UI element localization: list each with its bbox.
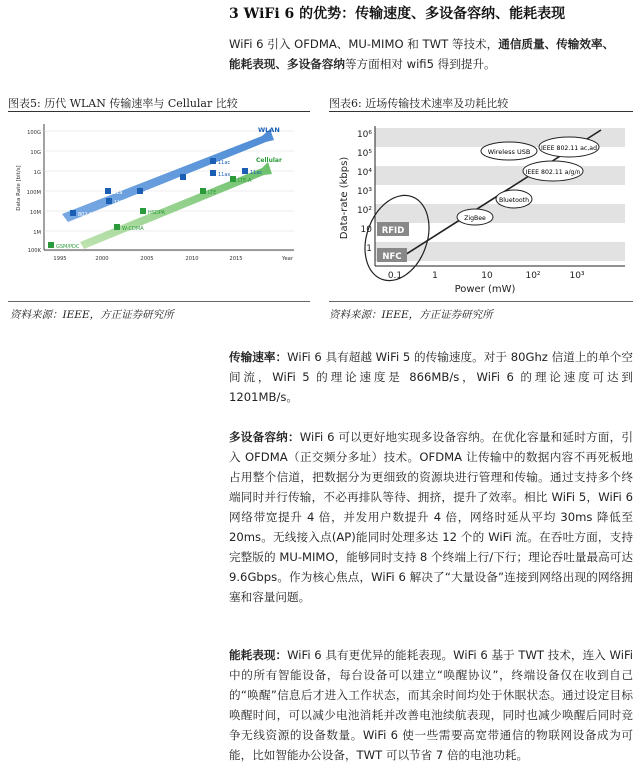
zigbee-label: ZigBee: [464, 215, 486, 222]
wlan-marker-11b: [106, 198, 112, 204]
f5-ylabel: Data Rate [bit/s]: [16, 165, 22, 211]
figure5-caption-rule: [8, 111, 310, 112]
cell-label-lte: LTE: [208, 190, 217, 196]
devices-heading: 多设备容纳：: [229, 430, 300, 444]
wlan-label-11ax: 11ax: [218, 172, 231, 178]
cellular-label: Cellular: [256, 157, 282, 164]
wlan-label-11n: 11n: [188, 176, 198, 182]
f6-xtick-4: 10³: [569, 271, 585, 281]
f6-xtick-2: 10: [481, 271, 493, 281]
cell-label-hsdpa: HSDPA: [148, 210, 165, 216]
intro-text-2: 等方面相对 wifi5 得到提升。: [344, 57, 496, 71]
wlan-label-11ac-2: 11ac: [250, 170, 263, 176]
cell-label-ltea: LTE-A: [238, 178, 252, 184]
nfc-label: NFC: [382, 252, 402, 262]
figure6-bottom-rule: [329, 301, 633, 302]
f5-ytick-4: 10M: [29, 210, 41, 216]
f5-ytick-0: 100G: [27, 130, 41, 136]
intro-text-1: WiFi 6 引入 OFDMA、MU-MIMO 和 TWT 等技术，: [229, 37, 499, 51]
intro-paragraph: [229, 34, 633, 74]
f5-ytick-3: 100M: [26, 190, 41, 196]
ieee80211agn-label: IEEE 802.11 a/g/n: [525, 169, 581, 176]
f5-ytick-2: 1G: [33, 170, 41, 176]
f6-ytick-6: 10⁶: [356, 130, 372, 140]
f6-ytick-5: 10⁵: [356, 149, 372, 159]
bluetooth-label: Bluetooth: [498, 197, 530, 204]
wlan-marker-11ac: [210, 158, 216, 164]
f6-ytick-0: 1: [366, 244, 372, 254]
wlan-label-11ac: 11ac: [218, 160, 231, 166]
cell-marker-hsdpa: [140, 208, 146, 214]
cell-marker-lte: [200, 188, 206, 194]
figure5-wlan-cellular-chart: [12, 118, 306, 272]
f6-ytick-1: 10: [360, 225, 372, 235]
wlan-label-11b: 11b: [114, 200, 124, 206]
figure6-source: 资料来源：IEEE，方正证券研究所: [329, 309, 493, 321]
wlan-marker-80211: [70, 210, 76, 216]
f5-xlabel: Year: [282, 256, 293, 262]
f5-xtick-2: 2005: [140, 256, 154, 262]
cell-label-wcdma: W-CDMA: [122, 226, 144, 232]
section-title: 3 WiFi 6 的优势：传输速度、多设备容纳、能耗表现: [229, 6, 566, 22]
intro-bold-2: 能耗表现、多设备容纳: [229, 57, 345, 71]
power-heading: 能耗表现：: [229, 648, 288, 662]
paragraph-power-consumption: [229, 645, 633, 765]
f6-xtick-0: 0.1: [387, 271, 403, 281]
f6-ytick-2: 10²: [356, 206, 372, 216]
wlan-marker-11n: [180, 174, 186, 180]
f5-ytick-1: 10G: [30, 150, 41, 156]
cell-marker-wcdma: [114, 224, 120, 230]
wlan-marker-11ax: [210, 170, 216, 176]
figure5-caption: 图表5: 历代 WLAN 传输速率与 Cellular 比较: [8, 97, 238, 110]
f5-xtick-4: 2015: [229, 256, 243, 262]
figure6-caption: 图表6: 近场传输技术速率及功耗比较: [329, 97, 509, 110]
wlan-marker-11a: [105, 188, 111, 194]
cell-label-gsm: GSM/PDC: [56, 244, 80, 250]
wlan-label-11a: 11a: [113, 190, 123, 196]
cell-marker-gsm: [48, 242, 54, 248]
f6-ytick-3: 10³: [356, 187, 372, 197]
f6-xlabel: Power (mW): [454, 284, 516, 295]
devices-body: WiFi 6 可以更好地实现多设备容纳。在优化容量和延时方面，引入 OFDMA（正交频分多址）技术。OFDMA 让传输中的数据内容不再死板地占用整个信道，把数据分为更细致的资源块进行管理和传输。通过支持多个终端同时并行传输，不必再排队等待、拥挤，提升了效率。相比 WiFi 5，WiFi 6 网络带宽提升 4 倍，并发用户数提升 4 倍，网络时延从平均 30ms 降低至 20ms。无线接入点(AP)能同时处理多达 12 个的 WiFi 流。在吞吐方面，支持完整版的 MU-MIMO，能够同时支持 8 个终端上行/下行；理论吞吐量最高可达 9.6Gbps。作为核心焦点，WiFi 6 解决了“大量设备”连接到网络出现的网络拥塞和容量问题。: [229, 430, 633, 604]
cell-marker-ltea: [230, 176, 236, 182]
f6-ylabel: Data-rate (kbps): [339, 156, 350, 240]
speed-heading: 传输速率：: [229, 350, 288, 364]
wlan-marker-11g: [137, 188, 143, 194]
f5-ytick-6: 100K: [27, 248, 41, 254]
wireless-usb-label: Wireless USB: [487, 148, 531, 156]
f6-xtick-3: 10²: [525, 271, 541, 281]
speed-body: WiFi 6 具有超越 WiFi 5 的传输速度。对于 80Ghz 信道上的单个空间流，WiFi 5 的理论速度是 866MB/s，WiFi 6 的理论速度可达到 1201MB/s。: [229, 350, 633, 404]
wlan-label: WLAN: [258, 126, 280, 134]
wlan-label-11g: 11g: [145, 190, 155, 196]
f5-xtick-1: 2000: [95, 256, 109, 262]
f5-xtick-3: 2010: [185, 256, 199, 262]
rfid-label: RFID: [381, 226, 405, 236]
figure5-source: 资料来源：IEEE，方正证券研究所: [10, 309, 174, 321]
wlan-label-80211: 802.11: [78, 212, 96, 218]
ieee80211ac-label: IEEE 802.11 ac,ad: [540, 145, 598, 152]
paragraph-multi-device: [229, 427, 633, 607]
f5-ytick-5: 1M: [33, 230, 41, 236]
paragraph-transmission-speed: [229, 347, 633, 407]
f5-xtick-0: 1995: [53, 256, 67, 262]
figure6-nearfield-chart: [335, 118, 633, 298]
power-body: WiFi 6 具有更优异的能耗表现。WiFi 6 基于 TWT 技术，连入 WiFi 中的所有智能设备，每台设备可以建立“唤醒协议”，终端设备仅在收到自己的“唤醒”信息后才进入工作状态，而其余时间均处于休眠状态。通过设定目标唤醒时间，可以减少电池消耗并改善电池续航表现，同时也减少唤醒后同时竞争无线资源的设备数量。WiFi 6 使一些需要高宽带通信的物联网设备成为可能，比如智能办公设备，TWT 可以节省 7 倍的电池功耗。: [229, 648, 633, 762]
wlan-marker-11ac-2: [242, 168, 248, 174]
figure6-caption-rule: [329, 111, 633, 112]
f6-xtick-1: 1: [432, 271, 438, 281]
intro-bold-1: 通信质量、传输效率、: [498, 37, 615, 51]
f6-ytick-4: 10⁴: [356, 168, 372, 178]
figure5-bottom-rule: [8, 301, 310, 302]
